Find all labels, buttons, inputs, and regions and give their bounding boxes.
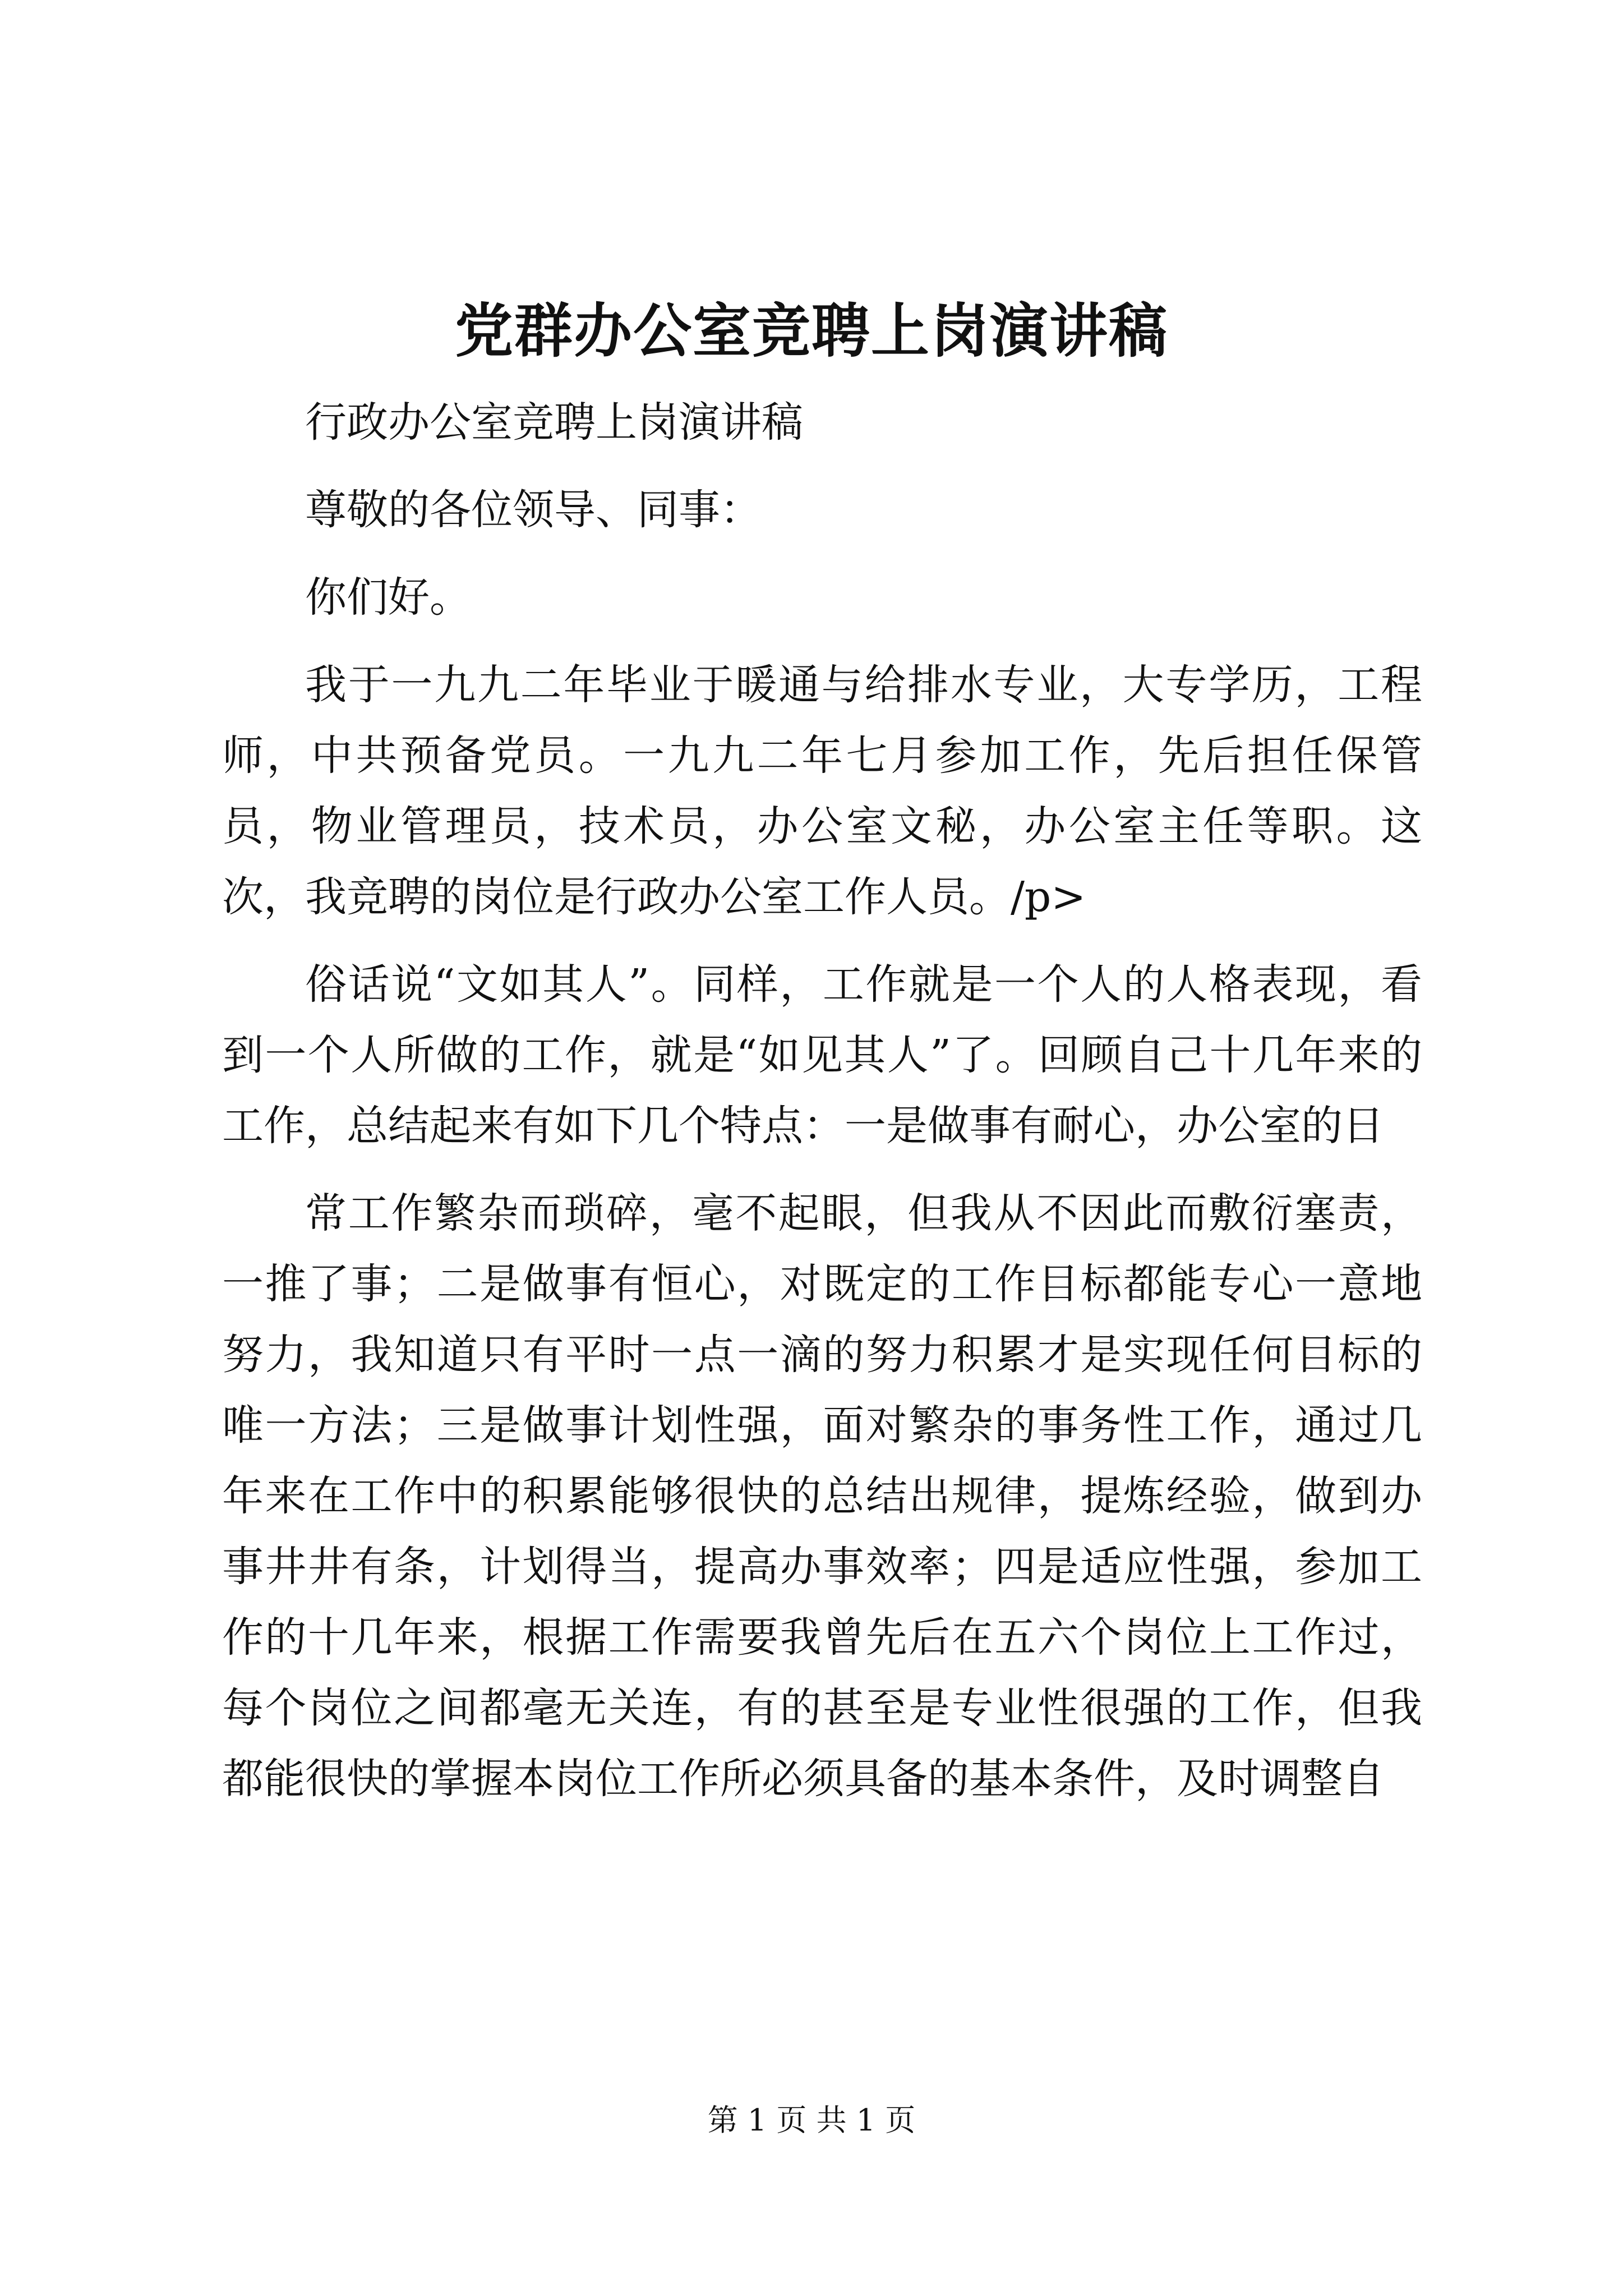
- document-body: [222, 387, 1422, 1814]
- paragraph-work-characteristics: 俗话说“文如其人”。同样，工作就是一个人的人格表现，看到一个人所做的工作，就是“如见其人”了。回顾自己十几年来的工作，总结起来有如下几个特点：一是做事有耐心，办公室的日: [222, 960, 1422, 1150]
- page-footer: 第 1 页 共 1 页: [707, 2102, 916, 2138]
- paragraph-salutation: 尊敬的各位领导、同事：: [305, 486, 762, 534]
- document-title: 党群办公室竞聘上岗演讲稿: [454, 296, 1168, 365]
- paragraph-subtitle: 行政办公室竞聘上岗演讲稿: [305, 398, 803, 447]
- paragraph-work-details: 常工作繁杂而琐碎，毫不起眼，但我从不因此而敷衍塞责，一推了事；二是做事有恒心，对既定的工作目标都能专心一意地努力，我知道只有平时一点一滴的努力积累才是实现任何目标的唯一方法；三是做事计划性强，面对繁杂的事务性工作，通过几年来在工作中的积累能够很快的总结出规律，提炼经验，做到办事井井有条，计划得当，提高办事效率；四是适应性强，参加工作的十几年来，根据工作需要我曾先后在五六个岗位上工作过，每个岗位之间都毫无关连，有的甚至是专业性很强的工作，但我都能很快的掌握本岗位工作所必须具备的基本条件，及时调整自: [222, 1189, 1422, 1803]
- paragraph-greeting: 你们好。: [305, 573, 471, 622]
- paragraph-introduction: 我于一九九二年毕业于暖通与给排水专业，大专学历，工程师，中共预备党员。一九九二年七月参加工作，先后担任保管员，物业管理员，技术员，办公室文秘，办公室主任等职。这次，我竞聘的岗位是行政办公室工作人员。/p>: [222, 661, 1422, 921]
